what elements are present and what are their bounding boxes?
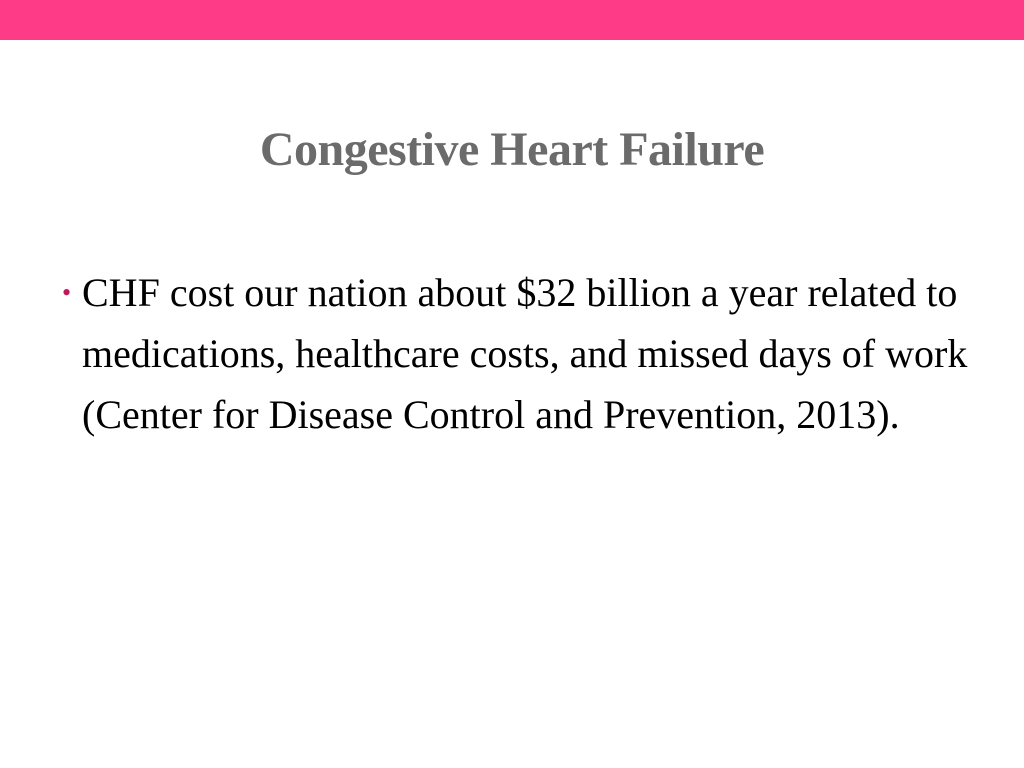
bullet-text: CHF cost our nation about $32 billion a year related to medications, healthcare costs, and missed days of work (Center for Disease Control and Prevention, 2013).	[82, 270, 968, 437]
slide-title: Congestive Heart Failure	[259, 123, 765, 177]
accent-bar	[0, 0, 1024, 40]
bullet-list	[62, 262, 982, 445]
bullet-item	[62, 262, 982, 445]
bullet-dot-icon: •	[62, 278, 72, 307]
